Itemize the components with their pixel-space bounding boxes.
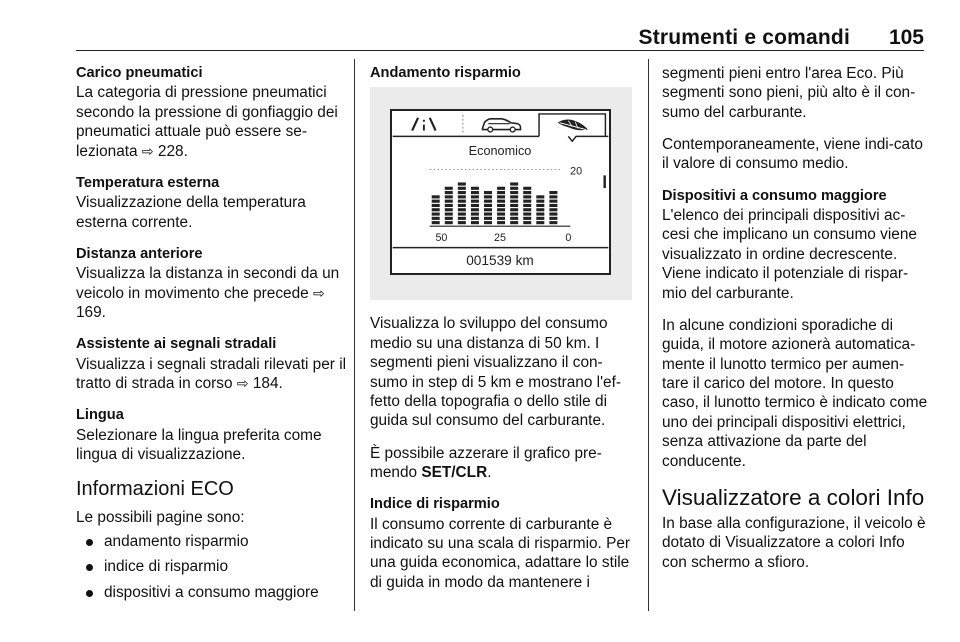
bar-segment	[523, 191, 531, 194]
bar-segment	[549, 204, 557, 207]
page-ref[interactable]: 169.	[76, 304, 106, 322]
tab-bar	[393, 114, 609, 141]
page-ref-icon: ⇨	[236, 375, 249, 392]
column-divider-1	[354, 59, 355, 611]
bar-segment	[432, 221, 440, 224]
bar-segment	[458, 200, 466, 203]
bar-segment	[484, 204, 492, 207]
bar-segment	[510, 187, 518, 190]
bar-segment	[484, 213, 492, 216]
bar-segment	[432, 217, 440, 220]
column-3	[662, 64, 928, 572]
list-item: andamento risparmio	[76, 532, 348, 551]
axis-label: 25	[494, 232, 506, 245]
bar-segment	[497, 217, 505, 220]
bar-segment	[471, 200, 479, 203]
bar-segment	[523, 209, 531, 212]
heading-temperatura: Temperatura esterna	[76, 174, 220, 191]
block-carico-pneumatici	[76, 64, 348, 161]
section-title-visualizzatore: Visualizzatore a colori Info	[662, 484, 925, 510]
bar-segment	[471, 191, 479, 194]
header-rule	[76, 50, 924, 51]
bar-segment	[510, 221, 518, 224]
bar-segment	[510, 217, 518, 220]
bar-segment	[471, 204, 479, 207]
bar-segment	[432, 204, 440, 207]
bar-segment	[445, 213, 453, 216]
bar-segment	[484, 196, 492, 199]
column-1	[76, 64, 348, 608]
bar-segment	[549, 213, 557, 216]
bar-segment	[549, 196, 557, 199]
page-header-title: Strumenti e comandi	[638, 26, 850, 49]
text-indice: Il consumo corrente di carburante è indicato su una scala di risparmio. Per una guida economica, adattare lo stile di guida in modo da mantenere i	[370, 515, 631, 591]
bar-segment	[445, 191, 453, 194]
bar-segment	[497, 196, 505, 199]
bar-segment	[523, 200, 531, 203]
bar-segment	[536, 213, 544, 216]
text-azzerare: È possibile azzerare il grafico pre-mendo	[370, 444, 602, 482]
bar-segment	[549, 191, 557, 194]
heading-lingua: Lingua	[76, 407, 124, 424]
consumption-bars	[432, 183, 558, 225]
list-item: indice di risparmio	[76, 557, 348, 576]
bar-segment	[484, 221, 492, 224]
heading-indice: Indice di risparmio	[370, 496, 500, 513]
heading-segnali: Assistente ai segnali stradali	[76, 336, 277, 353]
bar-segment	[523, 217, 531, 220]
bar-segment	[549, 221, 557, 224]
consumption-bar	[497, 187, 505, 224]
bar-segment	[523, 213, 531, 216]
axis-label: 50	[435, 232, 448, 245]
eco-display-figure	[370, 87, 632, 300]
scroll-indicator	[603, 176, 605, 189]
bar-segment	[549, 200, 557, 203]
heading-andamento: Andamento risparmio	[370, 65, 521, 81]
bar-segment	[510, 204, 518, 207]
consumption-bar	[471, 187, 479, 224]
bar-segment	[432, 200, 440, 203]
bar-segment	[445, 209, 453, 212]
text-carico-pneumatici: La categoria di pressione pneumatici secondo la pressione di gonfiaggio dei pneumatici attuale può essere se-lezionata	[76, 84, 338, 160]
bar-segment	[497, 187, 505, 190]
bar-segment	[458, 204, 466, 207]
page-number: 105	[888, 26, 924, 49]
bar-segment	[458, 213, 466, 216]
axis-label: 0	[565, 232, 572, 245]
bar-segment	[445, 196, 453, 199]
bar-segment	[445, 221, 453, 224]
scale-max-label: 20	[570, 165, 583, 178]
bar-segment	[510, 196, 518, 199]
bar-segment	[510, 191, 518, 194]
consumption-bar	[536, 196, 544, 225]
bar-segment	[497, 221, 505, 224]
bar-segment	[458, 221, 466, 224]
text-segmenti: segmenti pieni entro l'area Eco. Più segmenti sono pieni, più alto è il con-sumo del carburante.	[662, 65, 916, 121]
text-visualizzatore: In base alla configurazione, il veicolo è dotato di Visualizzatore a colori Info con schermo a sfioro.	[662, 514, 926, 571]
section-title-eco: Informazioni ECO	[76, 478, 234, 501]
bar-segment	[536, 204, 544, 207]
consumption-bar	[445, 187, 453, 224]
heading-dispositivi: Dispositivi a consumo maggiore	[662, 187, 887, 204]
bar-segment	[432, 196, 440, 199]
display-mode-label: Economico	[468, 144, 532, 159]
consumption-bar	[523, 187, 531, 224]
eco-display-screen	[390, 109, 611, 275]
bar-segment	[523, 221, 531, 224]
heading-carico-pneumatici: Carico pneumatici	[76, 65, 203, 81]
consumption-bar	[484, 191, 492, 224]
bar-segment	[497, 204, 505, 207]
odometer-readout: 001539 km	[466, 253, 534, 269]
bar-segment	[432, 213, 440, 216]
eco-intro: Le possibili pagine sono:	[76, 509, 245, 527]
bar-segment	[471, 213, 479, 216]
bar-segment	[458, 196, 466, 199]
block-segnali	[76, 335, 348, 393]
bar-segment	[445, 200, 453, 203]
bar-segment	[471, 196, 479, 199]
trip-icon	[412, 118, 435, 131]
bar-segment	[536, 217, 544, 220]
bar-segment	[536, 209, 544, 212]
bar-segment	[497, 209, 505, 212]
text-segnali: Visualizza i segnali stradali rilevati per il tratto di strada in corso	[76, 355, 347, 393]
eco-pages-list	[76, 532, 348, 602]
column-2: Andamento risparmio Economico 20 50 25 0 001539 km Visualizza lo sviluppo del consumo medio su una distanza di 50 km. I segmenti pieni visualizzano il con-sumo in step di 5 km e mostrano l'ef-fetto della topografia o dello stile di guida sul consumo del carburante. È possibile azzerare il grafico pre-mendo SET/CLR. Indice di risparmio Il consumo corrente di carburante è indicato su una scala di risparmio. Per una guida economica, adattare lo stile di guida in modo da mantenere i	[370, 64, 633, 592]
page-ref[interactable]: 228.	[157, 142, 188, 160]
bar-segment	[536, 196, 544, 199]
bar-segment	[471, 187, 479, 190]
list-item: dispositivi a consumo maggiore	[76, 583, 348, 602]
bar-segment	[523, 187, 531, 190]
consumption-bar	[458, 183, 466, 225]
bar-segment	[523, 196, 531, 199]
bar-segment	[432, 209, 440, 212]
heading-distanza: Distanza anteriore	[76, 245, 203, 262]
bar-segment	[523, 204, 531, 207]
bar-segment	[536, 200, 544, 203]
bar-segment	[510, 209, 518, 212]
column-divider-2	[648, 59, 649, 611]
bar-segment	[484, 217, 492, 220]
page-ref-icon: ⇨	[141, 142, 154, 159]
bar-segment	[497, 191, 505, 194]
bar-segment	[458, 187, 466, 190]
bar-segment	[549, 217, 557, 220]
page-ref[interactable]: 184.	[252, 375, 283, 393]
bar-segment	[536, 221, 544, 224]
bar-segment	[471, 221, 479, 224]
text-lingua: Selezionare la lingua preferita come lingua di visualizzazione.	[76, 426, 322, 464]
bar-segment	[484, 191, 492, 194]
text-temperatura: Visualizzazione della temperatura esterna corrente.	[76, 194, 306, 231]
bar-segment	[510, 213, 518, 216]
block-temperatura	[76, 174, 348, 232]
text-andamento: Visualizza lo sviluppo del consumo medio su una distanza di 50 km. I segmenti pieni visualizzano il con-sumo in step di 5 km e mostrano l'ef-fetto della topografia o dello stile di guida sul consumo del carburante.	[370, 315, 621, 430]
consumption-bar	[432, 196, 440, 225]
bar-segment	[471, 217, 479, 220]
bar-segment	[458, 191, 466, 194]
block-lingua	[76, 406, 348, 464]
bar-segment	[510, 200, 518, 203]
bar-segment	[458, 209, 466, 212]
block-distanza	[76, 245, 348, 323]
page-ref-icon: ⇨	[312, 284, 325, 301]
consumption-bar	[549, 191, 557, 224]
set-clr-button-label: SET/CLR	[421, 464, 488, 482]
text-consumo-medio: Contemporaneamente, viene indi-cato il valore di consumo medio.	[662, 136, 923, 173]
text-distanza: Visualizza la distanza in secondi da un veicolo in movimento che precede	[76, 265, 340, 302]
bar-segment	[549, 209, 557, 212]
bar-segment	[510, 183, 518, 186]
bar-segment	[484, 200, 492, 203]
text-lunotto: In alcune condizioni sporadiche di guida, il motore azionerà automatica-mente il lunotto termico per aumen-tare il carico del motore. In questo caso, il lunotto termico è indicato come uno dei principali dispositivi elettrici, senza attivazione da parte del conducente.	[662, 316, 928, 470]
bar-segment	[445, 217, 453, 220]
car-icon	[482, 119, 520, 132]
bar-segment	[497, 213, 505, 216]
bar-segment	[445, 204, 453, 207]
text-dispositivi: L'elenco dei principali dispositivi ac-cesi che implicano un consumo viene visualizzato in ordine decrescente. Viene indicato il potenziale di rispar-mio del carburante.	[662, 207, 917, 302]
consumption-bar	[510, 183, 518, 225]
bar-segment	[445, 187, 453, 190]
bar-segment	[471, 209, 479, 212]
bar-segment	[458, 217, 466, 220]
bar-segment	[497, 200, 505, 203]
bar-segment	[458, 183, 466, 186]
bar-segment	[484, 209, 492, 212]
